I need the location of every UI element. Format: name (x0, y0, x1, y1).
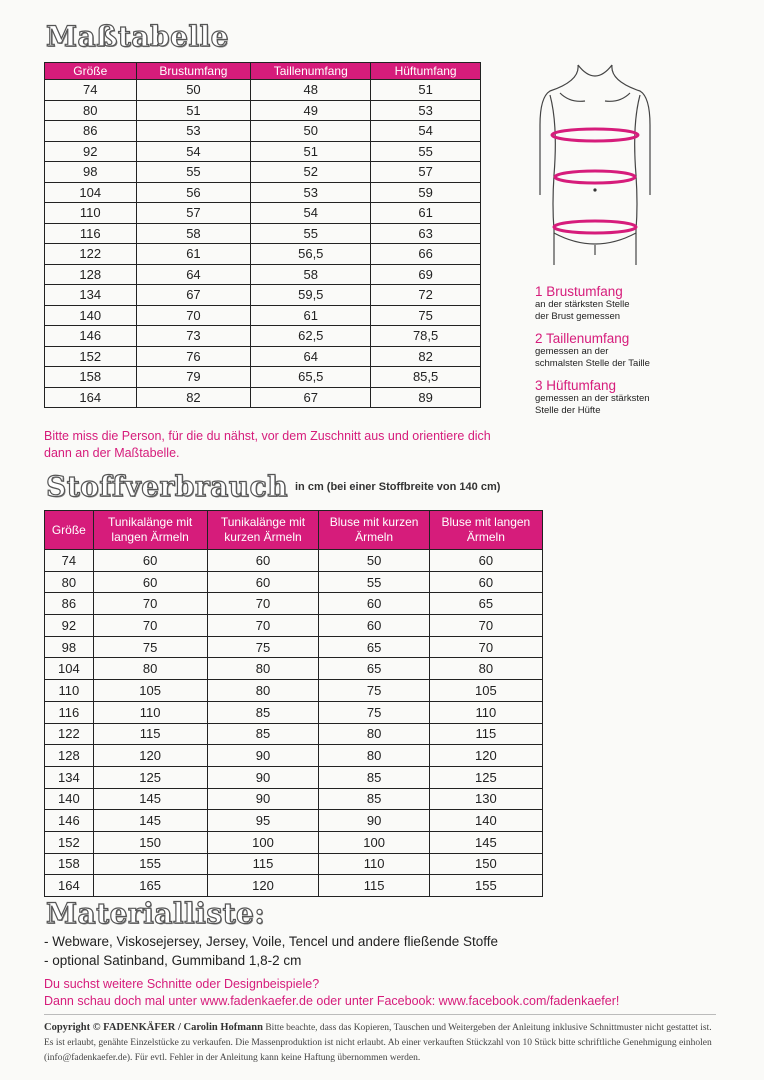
table-cell: 110 (319, 853, 429, 875)
table-cell: 140 (45, 788, 94, 810)
table-cell: 70 (207, 593, 319, 615)
table-row (45, 305, 481, 326)
table-cell: 134 (45, 285, 137, 306)
material-title: Materialliste: (46, 897, 266, 930)
table-cell: 60 (319, 615, 429, 637)
table-row (45, 571, 543, 593)
footer-text: Bitte beachte, dass das Kopieren, Tauschen und Weitergeben der Anleitung inklusive Schnittmuster nicht gestattet ist. Es ist erlaubt, genähte Einzelstücke zu verkaufen. Die Massenproduktion ist nicht erlaubt. Ab einer verkauften Stückzahl von 10 Stück bitte schriftliche Genehmigung einholen (info@fadenkaefer.de). Für evtl. Fehler in der Anleitung kann keine Haftung übernommen werden. (44, 1023, 712, 1063)
table-cell: 146 (45, 326, 137, 347)
stoff-subtitle: in cm (bei einer Stoffbreite von 140 cm) (295, 481, 501, 493)
table-cell: 57 (136, 203, 251, 224)
table-cell: 80 (429, 658, 542, 680)
table-cell: 58 (251, 264, 371, 285)
table-cell: 67 (136, 285, 251, 306)
table-cell: 60 (429, 571, 542, 593)
table-cell: 164 (45, 387, 137, 408)
table-cell: 150 (93, 831, 207, 853)
table-cell: 69 (371, 264, 481, 285)
table-cell: 53 (136, 121, 251, 142)
legend-title: 3 Hüftumfang (535, 378, 617, 393)
table-cell: 75 (93, 636, 207, 658)
legend-title: 1 Brustumfang (535, 284, 623, 299)
table-row (45, 387, 481, 408)
column-header: Tunikalänge mit langen Ärmeln (93, 511, 207, 550)
table-cell: 90 (207, 745, 319, 767)
table-cell: 60 (93, 550, 207, 572)
column-header: Bluse mit langen Ärmeln (429, 511, 542, 550)
table-cell: 125 (429, 766, 542, 788)
table-row (45, 162, 481, 183)
table-cell: 79 (136, 367, 251, 388)
table-cell: 54 (136, 141, 251, 162)
table-cell: 53 (251, 182, 371, 203)
table-cell: 120 (207, 875, 319, 897)
material-item: - optional Satinband, Gummiband 1,8-2 cm (44, 953, 302, 968)
table-cell: 65 (429, 593, 542, 615)
table-row (45, 121, 481, 142)
table-cell: 54 (371, 121, 481, 142)
table-cell: 73 (136, 326, 251, 347)
table-cell: 75 (207, 636, 319, 658)
table-cell: 115 (319, 875, 429, 897)
table-cell: 57 (371, 162, 481, 183)
table-cell: 85 (319, 788, 429, 810)
legend-desc: an der stärksten Stelle (535, 299, 630, 310)
table-cell: 85 (207, 723, 319, 745)
table-cell: 115 (93, 723, 207, 745)
table-cell: 65,5 (251, 367, 371, 388)
column-header: Tunikalänge mit kurzen Ärmeln (207, 511, 319, 550)
table-cell: 58 (136, 223, 251, 244)
table-cell: 80 (319, 745, 429, 767)
legend-item-taille (535, 331, 650, 370)
table-cell: 53 (371, 100, 481, 121)
table-cell: 70 (207, 615, 319, 637)
table-row (45, 810, 543, 832)
column-header: Hüftumfang (371, 63, 481, 80)
table-row (45, 285, 481, 306)
table-cell: 80 (93, 658, 207, 680)
column-header: Größe (45, 511, 94, 550)
table-row (45, 615, 543, 637)
table-cell: 60 (207, 571, 319, 593)
table-cell: 51 (371, 80, 481, 101)
table-cell: 98 (45, 636, 94, 658)
table-cell: 49 (251, 100, 371, 121)
column-header: Bluse mit kurzen Ärmeln (319, 511, 429, 550)
table-cell: 60 (207, 550, 319, 572)
table-cell: 146 (45, 810, 94, 832)
table-cell: 90 (207, 788, 319, 810)
table-cell: 90 (319, 810, 429, 832)
table-cell: 158 (45, 367, 137, 388)
table-cell: 50 (136, 80, 251, 101)
table-cell: 95 (207, 810, 319, 832)
table-cell: 152 (45, 346, 137, 367)
table-cell: 85 (207, 701, 319, 723)
footer-divider (44, 1014, 716, 1015)
table-cell: 80 (207, 680, 319, 702)
table-cell: 62,5 (251, 326, 371, 347)
legend-desc: gemessen an der stärksten (535, 393, 650, 404)
table-row (45, 853, 543, 875)
table-cell: 85 (319, 766, 429, 788)
table-row (45, 223, 481, 244)
table-cell: 86 (45, 593, 94, 615)
table-cell: 122 (45, 244, 137, 265)
table-cell: 105 (93, 680, 207, 702)
legend-desc: der Brust gemessen (535, 311, 621, 322)
table-row (45, 680, 543, 702)
table-row (45, 745, 543, 767)
table-cell: 59,5 (251, 285, 371, 306)
table-cell: 70 (429, 636, 542, 658)
table-cell: 55 (371, 141, 481, 162)
table-cell: 140 (45, 305, 137, 326)
table-cell: 59 (371, 182, 481, 203)
table-row (45, 636, 543, 658)
table-cell: 158 (45, 853, 94, 875)
table-cell: 61 (371, 203, 481, 224)
table-cell: 128 (45, 745, 94, 767)
table-cell: 92 (45, 141, 137, 162)
table-row (45, 264, 481, 285)
table-cell: 75 (371, 305, 481, 326)
table-cell: 105 (429, 680, 542, 702)
table-cell: 90 (207, 766, 319, 788)
table-row (45, 766, 543, 788)
table-cell: 92 (45, 615, 94, 637)
table-cell: 61 (251, 305, 371, 326)
table-cell: 116 (45, 701, 94, 723)
table-cell: 74 (45, 550, 94, 572)
table-cell: 152 (45, 831, 94, 853)
table-cell: 65 (319, 636, 429, 658)
table-row (45, 367, 481, 388)
table-cell: 104 (45, 182, 137, 203)
table-row (45, 831, 543, 853)
table-cell: 74 (45, 80, 137, 101)
footer (44, 1020, 716, 1066)
table-cell: 64 (136, 264, 251, 285)
table-cell: 70 (93, 615, 207, 637)
table-cell: 86 (45, 121, 137, 142)
table-row (45, 100, 481, 121)
table-cell: 65 (319, 658, 429, 680)
table-cell: 89 (371, 387, 481, 408)
table-cell: 72 (371, 285, 481, 306)
table-cell: 100 (319, 831, 429, 853)
table-cell: 100 (207, 831, 319, 853)
table-cell: 70 (429, 615, 542, 637)
table-cell: 64 (251, 346, 371, 367)
table-cell: 51 (136, 100, 251, 121)
table-cell: 70 (136, 305, 251, 326)
table-cell: 98 (45, 162, 137, 183)
table-cell: 80 (45, 100, 137, 121)
table-row (45, 141, 481, 162)
stoff-title: Stoffverbrauch (46, 470, 288, 503)
table-cell: 80 (207, 658, 319, 680)
legend-desc: Stelle der Hüfte (535, 405, 601, 416)
table-row (45, 182, 481, 203)
table-cell: 110 (429, 701, 542, 723)
table-cell: 128 (45, 264, 137, 285)
table-cell: 164 (45, 875, 94, 897)
table-cell: 155 (93, 853, 207, 875)
table-row (45, 788, 543, 810)
mass-note: Bitte miss die Person, für die du nähst, vor dem Zuschnitt aus und orientiere dich dann an der Maßtabelle. (44, 429, 491, 460)
table-cell: 110 (45, 203, 137, 224)
table-cell: 54 (251, 203, 371, 224)
legend-desc: schmalsten Stelle der Taille (535, 358, 650, 369)
table-cell: 60 (319, 593, 429, 615)
table-cell: 165 (93, 875, 207, 897)
table-cell: 70 (93, 593, 207, 615)
table-cell: 50 (251, 121, 371, 142)
table-row (45, 593, 543, 615)
table-cell: 80 (319, 723, 429, 745)
stoff-table (44, 510, 543, 897)
promo-line: Du suchst weitere Schnitte oder Designbeispiele? (44, 977, 320, 991)
table-row (45, 346, 481, 367)
table-cell: 75 (319, 701, 429, 723)
table-cell: 116 (45, 223, 137, 244)
table-cell: 50 (319, 550, 429, 572)
table-cell: 155 (429, 875, 542, 897)
table-cell: 61 (136, 244, 251, 265)
table-cell: 78,5 (371, 326, 481, 347)
table-cell: 125 (93, 766, 207, 788)
table-row (45, 875, 543, 897)
table-cell: 80 (45, 571, 94, 593)
table-cell: 130 (429, 788, 542, 810)
table-cell: 140 (429, 810, 542, 832)
legend-item-huefte (535, 378, 650, 417)
table-cell: 134 (45, 766, 94, 788)
table-cell: 48 (251, 80, 371, 101)
table-row (45, 723, 543, 745)
column-header: Brustumfang (136, 63, 251, 80)
table-cell: 120 (93, 745, 207, 767)
table-cell: 51 (251, 141, 371, 162)
table-row (45, 203, 481, 224)
table-cell: 82 (136, 387, 251, 408)
table-cell: 55 (319, 571, 429, 593)
table-row (45, 701, 543, 723)
table-cell: 60 (93, 571, 207, 593)
table-row (45, 244, 481, 265)
table-cell: 82 (371, 346, 481, 367)
table-cell: 120 (429, 745, 542, 767)
material-item: - Webware, Viskosejersey, Jersey, Voile, Tencel und andere fließende Stoffe (44, 934, 499, 949)
table-cell: 115 (207, 853, 319, 875)
table-row (45, 658, 543, 680)
body-figure (530, 55, 660, 275)
legend-title: 2 Taillenumfang (535, 331, 630, 346)
legend-item-brust (535, 284, 630, 323)
table-cell: 104 (45, 658, 94, 680)
table-row (45, 80, 481, 101)
footer-copyright: Copyright © FADENKÄFER / Carolin Hofmann (44, 1022, 263, 1033)
table-cell: 110 (93, 701, 207, 723)
table-cell: 60 (429, 550, 542, 572)
column-header: Größe (45, 63, 137, 80)
table-cell: 122 (45, 723, 94, 745)
table-cell: 66 (371, 244, 481, 265)
table-cell: 145 (429, 831, 542, 853)
table-cell: 110 (45, 680, 94, 702)
table-cell: 85,5 (371, 367, 481, 388)
table-cell: 56,5 (251, 244, 371, 265)
table-cell: 145 (93, 810, 207, 832)
legend-desc: gemessen an der (535, 346, 609, 357)
table-cell: 145 (93, 788, 207, 810)
table-cell: 115 (429, 723, 542, 745)
table-cell: 55 (251, 223, 371, 244)
table-row (45, 550, 543, 572)
column-header: Taillenumfang (251, 63, 371, 80)
table-cell: 76 (136, 346, 251, 367)
table-cell: 75 (319, 680, 429, 702)
mass-table (44, 62, 481, 408)
table-cell: 56 (136, 182, 251, 203)
promo-line: Dann schau doch mal unter www.fadenkaefer.de oder unter Facebook: www.facebook.com/fadenkaefer! (44, 994, 620, 1008)
table-row (45, 326, 481, 347)
table-cell: 67 (251, 387, 371, 408)
table-cell: 63 (371, 223, 481, 244)
table-cell: 52 (251, 162, 371, 183)
mass-title: Maßtabelle (46, 20, 229, 53)
table-cell: 55 (136, 162, 251, 183)
table-cell: 150 (429, 853, 542, 875)
